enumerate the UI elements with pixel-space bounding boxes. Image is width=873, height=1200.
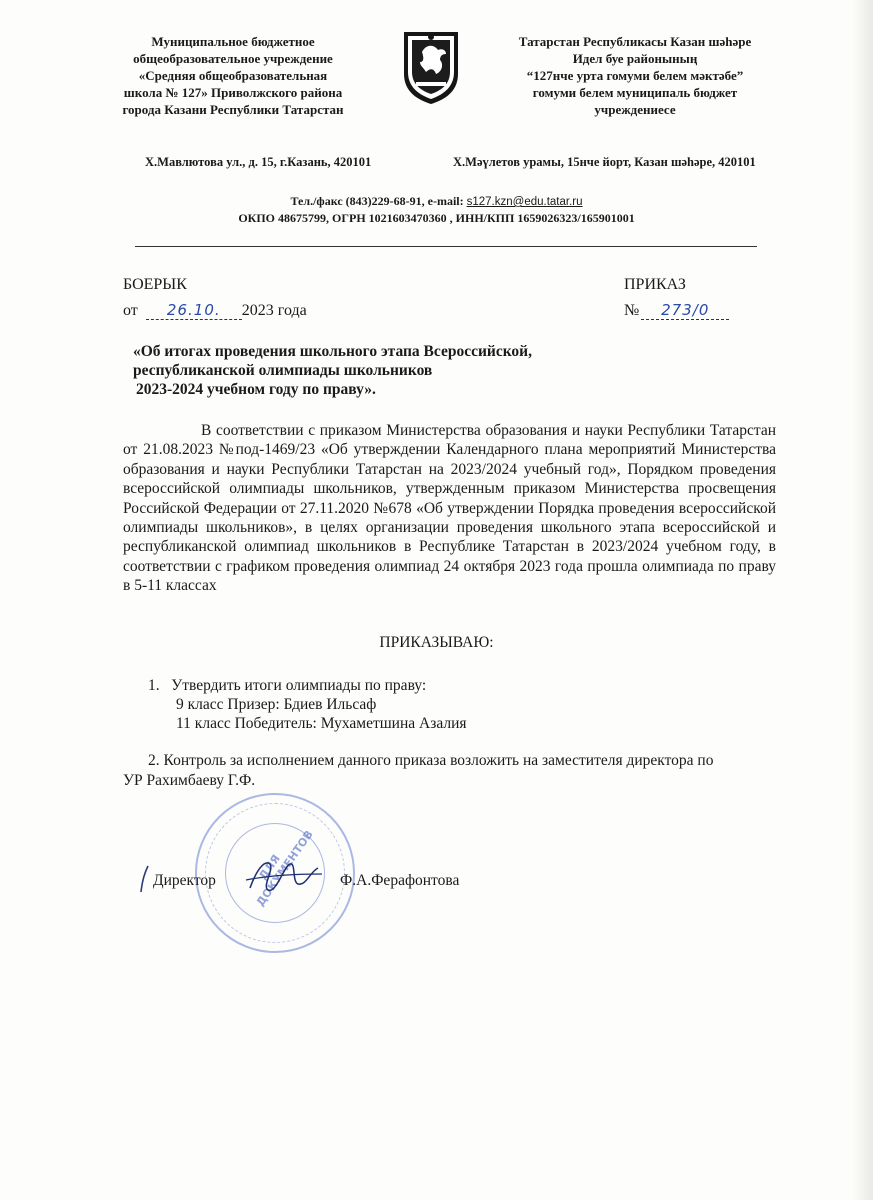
title-line: республиканской олимпиады школьников <box>133 362 433 379</box>
signature-scribble <box>244 852 324 907</box>
org-name-line: города Казани Республики Татарстан <box>122 102 344 117</box>
phone-fax: Тел./факс (843)229-68-91, e-mail: <box>290 194 464 208</box>
email-link[interactable]: s127.kzn@edu.tatar.ru <box>466 196 583 208</box>
org-name-line: общеобразовательное учреждение <box>133 51 333 66</box>
date-suffix: 2023 года <box>241 302 307 319</box>
signature-title: Директор <box>153 872 216 889</box>
contact-line <box>0 193 873 211</box>
org-name-line: гомуми белем муниципаль бюджет <box>532 85 738 100</box>
scan-edge <box>852 0 873 1200</box>
org-name-tatar <box>470 33 800 118</box>
kazan-coat-of-arms-icon <box>400 28 462 106</box>
handwritten-number: 273/0 <box>641 301 729 320</box>
org-name-russian <box>88 33 378 118</box>
doc-title <box>133 342 653 399</box>
result-9-grade: 9 класс Призер: Бдиев Ильсаф <box>176 696 377 713</box>
header-divider <box>135 246 757 247</box>
order-heading: ПРИКАЗЫВАЮ: <box>379 634 494 651</box>
org-name-line: Татарстан Республикасы Казан шәһәре <box>518 34 752 49</box>
org-name-line: учреждениесе <box>594 102 676 117</box>
address-tatar: Х.Мәүлетов урамы, 15нче йорт, Казан шәһәре, 420101 <box>453 155 756 169</box>
preamble-paragraph: В соответствии с приказом Министерства образования и науки Республики Татарстан от 21.08.2023 №под-1469/23 «Об утверждении Календарного плана мероприятий Министерства образования и науки Республики Татарстан на 2023/2024 учебный год», Порядком проведения всероссийской олимпиады школьников, утвержденным приказом Министерства просвещения Российской Федерации от 27.11.2020 №678 «Об утверждении Порядка проведения всероссийской олимпиады школьников», в целях организации проведения школьного этапа всероссийской и республиканской олимпиад школьников в Республике Татарстан в 2023/2024 учебном году, в соответствии с графиком проведения олимпиад 24 октября 2023 года прошла олимпиада по праву в 5-11 классах <box>123 422 776 595</box>
result-11-grade: 11 класс Победитель: Мухаметшина Азалия <box>176 715 467 732</box>
registry-codes: ОКПО 48675799, ОГРН 1021603470360 , ИНН/КПП 1659026323/165901001 <box>238 211 635 225</box>
stamp-center-text: ДЛЯ ДОКУМЕНТОВ <box>253 827 316 909</box>
item-text: Утвердить итоги олимпиады по праву: <box>171 677 427 694</box>
title-line: 2023-2024 учебном году по праву». <box>136 381 376 398</box>
signature-name: Ф.А.Ферафонтова <box>340 872 460 889</box>
date-prefix: от <box>123 302 138 319</box>
order-item-1 <box>148 676 467 733</box>
doc-type-russian: ПРИКАЗ <box>624 276 686 293</box>
org-name-line: Муниципальное бюджетное <box>151 34 315 49</box>
handwritten-date: 26.10. <box>146 301 242 320</box>
item-number: 1. <box>148 677 160 694</box>
org-name-line: “127нче урта гомуми белем мәктәбе” <box>526 68 744 83</box>
item-text: УР Рахимбаеву Г.Ф. <box>123 772 256 789</box>
item-text: 2. Контроль за исполнением данного приказа возложить на заместителя директора по <box>148 752 714 769</box>
address-russian: Х.Мавлютова ул., д. 15, г.Казань, 420101 <box>145 155 372 169</box>
number-prefix: № <box>624 302 640 319</box>
order-item-2 <box>123 751 778 791</box>
doc-number <box>624 301 729 320</box>
org-name-line: Идел буе районының <box>572 51 698 66</box>
margin-mark <box>138 864 152 899</box>
doc-date <box>123 301 307 320</box>
org-name-line: школа № 127» Приволжского района <box>123 85 343 100</box>
title-line: «Об итогах проведения школьного этапа Всероссийской, <box>133 343 532 360</box>
org-name-line: «Средняя общеобразовательная <box>138 68 328 83</box>
doc-type-tatar: БОЕРЫК <box>123 276 187 293</box>
